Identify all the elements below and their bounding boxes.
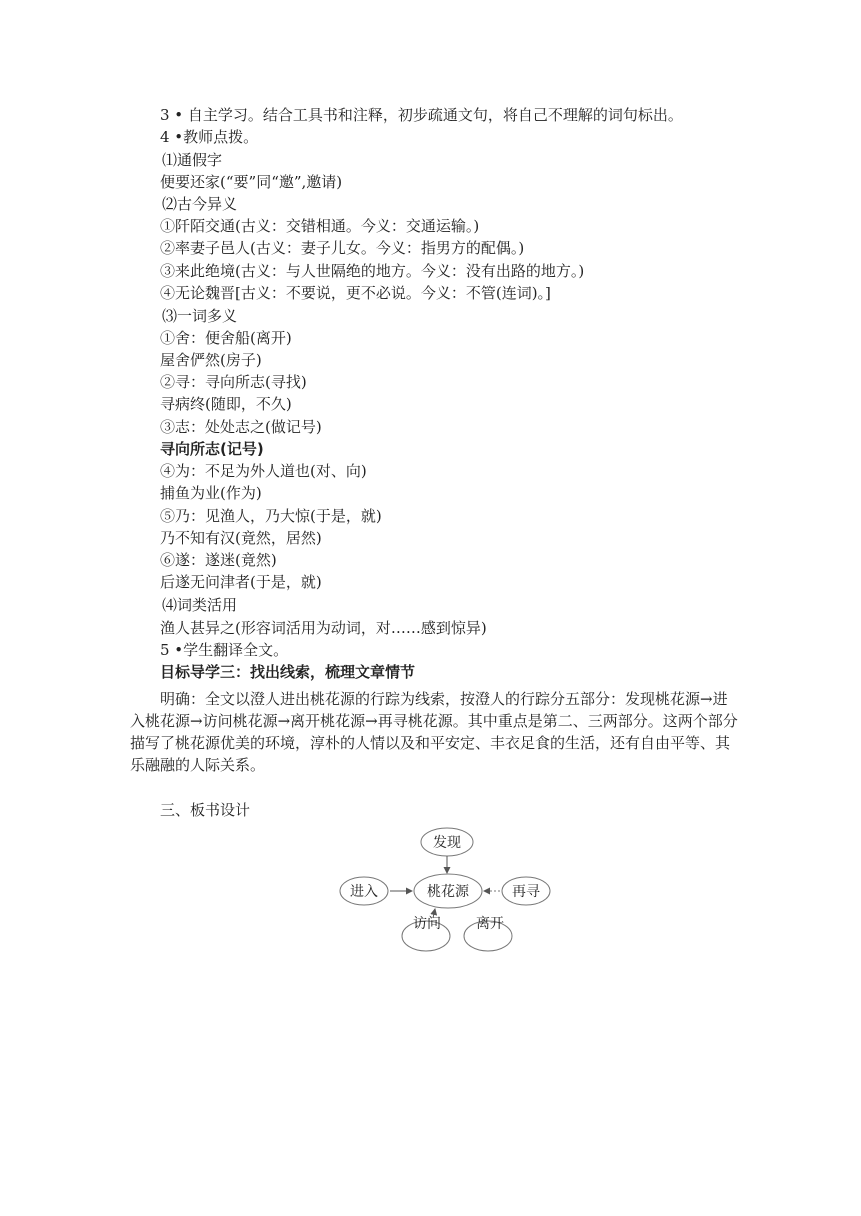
text-line: ①阡陌交通(古义：交错相通。今义：交通运输。) (160, 217, 480, 235)
node-leave-label: 离开 (476, 916, 504, 932)
text-line: 后遂无问津者(于是，就) (160, 573, 322, 591)
subheading-gujin-yiyi: ⑵古今异义 (162, 195, 238, 213)
section-heading: 三、板书设计 (160, 801, 251, 819)
subheading-tongjiazi: ⑴通假字 (162, 151, 223, 169)
node-enter-label: 进入 (350, 884, 378, 900)
text-line: ④无论魏晋[古义：不要说，更不必说。今义：不管(连词)。] (160, 284, 551, 302)
goal-heading: 目标导学三：找出线索，梳理文章情节 (160, 663, 416, 681)
text-line: 渔人甚异之(形容词活用为动词，对……感到惊异) (160, 619, 487, 637)
node-center-label: 桃花源 (427, 884, 469, 900)
text-line: ⑥遂：遂迷(竟然) (160, 551, 277, 569)
text-line: 寻向所志(记号) (160, 440, 264, 458)
item-4-teacher-guidance: 4 •教师点拨。 (160, 128, 259, 146)
text-line: ④为：不足为外人道也(对、向) (160, 462, 367, 480)
text-line: ①舍：便舍船(离开) (160, 329, 292, 347)
subheading-cilei-huoyong: ⑷词类活用 (162, 596, 238, 614)
text-line: ②率妻子邑人(古义：妻子儿女。今义：指男方的配偶。) (160, 239, 525, 257)
text-line: ②寻：寻向所志(寻找) (160, 373, 307, 391)
text-line: ⑤乃：见渔人，乃大惊(于是，就) (160, 507, 382, 525)
board-design-diagram (330, 822, 570, 962)
node-discover-label: 发现 (433, 835, 461, 851)
text-line: 捕鱼为业(作为) (160, 484, 262, 502)
text-line: ③志：处处志之(做记号) (160, 418, 322, 436)
text-line: 寻病终(随即，不久) (160, 395, 292, 413)
subheading-yici-duoyi: ⑶一词多义 (162, 307, 238, 325)
item-5-translate: 5 •学生翻译全文。 (160, 641, 289, 659)
text-line: 便要还家(“要”同“邀”,邀请) (160, 173, 343, 191)
text-line: ③来此绝境(古义：与人世隔绝的地方。今义：没有出路的地方。) (160, 262, 585, 280)
summary-paragraph: 明确：全文以澄人进出桃花源的行踪为线索，按澄人的行踪分五部分：发现桃花源→进入桃花源→访问桃花源→离开桃花源→再寻桃花源。其中重点是第二、三两部分。这两个部分描写了桃花源优美的环境，淳朴的人情以及和平安定、丰衣足食的生活，还有自由平等、其乐融融的人际关系。 (130, 690, 738, 774)
node-visit-label: 访问 (413, 916, 441, 932)
node-search-again-label: 再寻 (512, 884, 540, 900)
text-line: 乃不知有汉(竟然，居然) (160, 529, 322, 547)
item-3-self-study: 3 • 自主学习。结合工具书和注释，初步疏通文句，将自己不理解的词句标出。 (160, 106, 683, 124)
text-line: 屋舍俨然(房子) (160, 351, 262, 369)
